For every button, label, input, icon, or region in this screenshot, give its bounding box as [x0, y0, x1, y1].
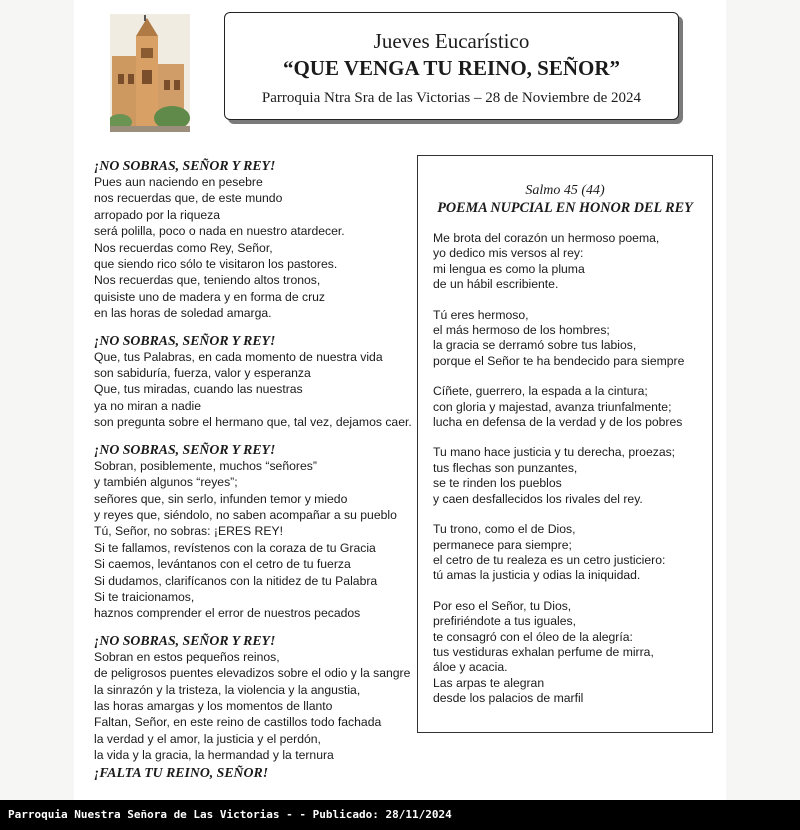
poem-stanza — [94, 157, 414, 322]
psalm-number: Salmo 45 (44) — [525, 183, 605, 198]
left-poem — [94, 157, 414, 781]
psalm-line: mi lengua es como la pluma — [433, 261, 585, 276]
poem-line: que siendo rico sólo te visitaron los pastores. — [94, 257, 338, 272]
poem-line: Que, tus Palabras, en cada momento de nuestra vida — [94, 349, 383, 364]
psalm-title: POEMA NUPCIAL EN HONOR DEL REY — [437, 200, 693, 216]
psalm-line: tú amas la justicia y odias la iniquidad. — [433, 568, 641, 583]
poem-stanza — [94, 332, 414, 431]
psalm-line: la gracia se derramó sobre tus labios, — [433, 338, 637, 353]
psalm-body — [418, 231, 712, 707]
header-box — [224, 12, 679, 120]
poem-line: son pregunta sobre el hermano que, tal vez, dejamos caer. — [94, 415, 412, 430]
poem-line: y también algunos “reyes”; — [94, 475, 238, 490]
poem-line: será polilla, poco o nada en nuestro atardecer. — [94, 224, 345, 239]
poem-line: Sobran en estos pequeños reinos, — [94, 649, 280, 664]
poem-line: Nos recuerdas que, teniendo altos tronos, — [94, 273, 321, 288]
psalm-stanza — [433, 384, 712, 430]
poem-line: arropado por la riqueza — [94, 207, 221, 222]
poem-line: nos recuerdas que, de este mundo — [94, 191, 283, 206]
psalm-box — [417, 155, 713, 733]
poem-line: Nos recuerdas como Rey, Señor, — [94, 240, 273, 255]
poem-line: la verdad y el amor, la justicia y el perdón, — [94, 731, 321, 746]
psalm-line: lucha en defensa de la verdad y de los pobres — [433, 415, 683, 430]
poem-stanza — [94, 441, 414, 622]
footer-bar: Parroquia Nuestra Señora de Las Victorias - - Publicado: 28/11/2024 — [0, 800, 800, 830]
psalm-stanza — [433, 308, 712, 370]
poem-line: Si te traicionamos, — [94, 589, 195, 604]
psalm-line: con gloria y majestad, avanza triunfalmente; — [433, 399, 672, 414]
header-title: Jueves Eucarístico — [373, 29, 530, 53]
psalm-line: porque el Señor te ha bendecido para siempre — [433, 353, 685, 368]
psalm-line: permanece para siempre; — [433, 537, 572, 552]
poem-line: son sabiduría, fuerza, valor y esperanza — [94, 366, 311, 381]
stanza-heading: ¡NO SOBRAS, SEÑOR Y REY! — [94, 158, 276, 173]
psalm-line: Tú eres hermoso, — [433, 307, 529, 322]
stanza-heading: ¡NO SOBRAS, SEÑOR Y REY! — [94, 441, 276, 457]
psalm-line: Tu trono, como el de Dios, — [433, 522, 576, 537]
psalm-line: Las arpas te alegran — [433, 675, 545, 690]
psalm-line: Tu mano hace justicia y tu derecha, proezas; — [433, 445, 676, 460]
poem-line: y reyes que, siéndolo, no saben acompañar a su pueblo — [94, 507, 397, 522]
psalm-line: prefiriéndote a tus iguales, — [433, 614, 576, 629]
psalm-line: tus vestiduras exhalan perfume de mirra, — [433, 644, 654, 659]
poem-line: las horas amargas y los momentos de llanto — [94, 698, 333, 713]
poem-line: la vida y la gracia, la hermandad y la ternura — [94, 748, 334, 763]
psalm-line: Me brota del corazón un hermoso poema, — [433, 231, 660, 245]
psalm-stanza — [433, 522, 712, 584]
psalm-line: Cíñete, guerrero, la espada a la cintura; — [433, 384, 648, 399]
psalm-line: Por eso el Señor, tu Dios, — [433, 598, 572, 613]
psalm-stanza — [433, 599, 712, 707]
psalm-line: y caen desfallecidos los rivales del rey. — [433, 491, 643, 506]
poem-line: Si te fallamos, revístenos con la coraza de tu Gracia — [94, 540, 376, 555]
psalm-line: áloe y acacia. — [433, 660, 508, 675]
psalm-line: tus flechas son punzantes, — [433, 460, 578, 475]
poem-line: de peligrosos puentes elevadizos sobre el odio y la sangre — [94, 666, 411, 681]
header-main-title: “QUE VENGA TU REINO, SEÑOR” — [282, 56, 621, 80]
psalm-stanza — [433, 231, 712, 293]
psalm-line: el cetro de tu realeza es un cetro justiciero: — [433, 552, 666, 567]
poem-line: la sinrazón y la tristeza, la violencia y la angustia, — [94, 682, 361, 697]
poem-line: Pues aun naciendo en pesebre — [94, 175, 263, 189]
poem-line: Faltan, Señor, en este reino de castillos todo fachada — [94, 715, 382, 730]
stanza-heading: ¡NO SOBRAS, SEÑOR Y REY! — [94, 632, 276, 648]
poem-line: Que, tus miradas, cuando las nuestras — [94, 382, 303, 397]
psalm-line: yo dedico mis versos al rey: — [433, 246, 584, 261]
church-illustration — [110, 14, 190, 132]
psalm-line: se te rinden los pueblos — [433, 476, 562, 491]
poem-line: haznos comprender el error de nuestros pecados — [94, 606, 361, 621]
poem-line: Tú, Señor, no sobras: ¡ERES REY! — [94, 524, 283, 539]
poem-closing: ¡FALTA TU REINO, SEÑOR! — [94, 764, 269, 780]
poem-line: Si caemos, levántanos con el cetro de tu fuerza — [94, 557, 351, 572]
psalm-stanza — [433, 445, 712, 507]
stanza-heading: ¡NO SOBRAS, SEÑOR Y REY! — [94, 332, 276, 348]
poem-stanza — [94, 632, 414, 781]
psalm-line: te consagró con el óleo de la alegría: — [433, 629, 633, 644]
poem-line: Sobran, posiblemente, muchos “señores” — [94, 458, 317, 473]
poem-line: en las horas de soledad amarga. — [94, 306, 272, 321]
psalm-line: desde los palacios de marfil — [433, 691, 584, 706]
header-subtitle: Parroquia Ntra Sra de las Victorias – 28 de Noviembre de 2024 — [261, 90, 642, 106]
psalm-line: de un hábil escribiente. — [433, 277, 559, 292]
poem-line: Si dudamos, clarifícanos con la nitidez de tu Palabra — [94, 573, 378, 588]
poem-line: señores que, sin serlo, infunden temor y miedo — [94, 491, 348, 506]
poem-line: ya no miran a nadie — [94, 398, 202, 413]
poem-line: quisiste uno de madera y en forma de cruz — [94, 289, 326, 304]
psalm-line: el más hermoso de los hombres; — [433, 323, 610, 338]
